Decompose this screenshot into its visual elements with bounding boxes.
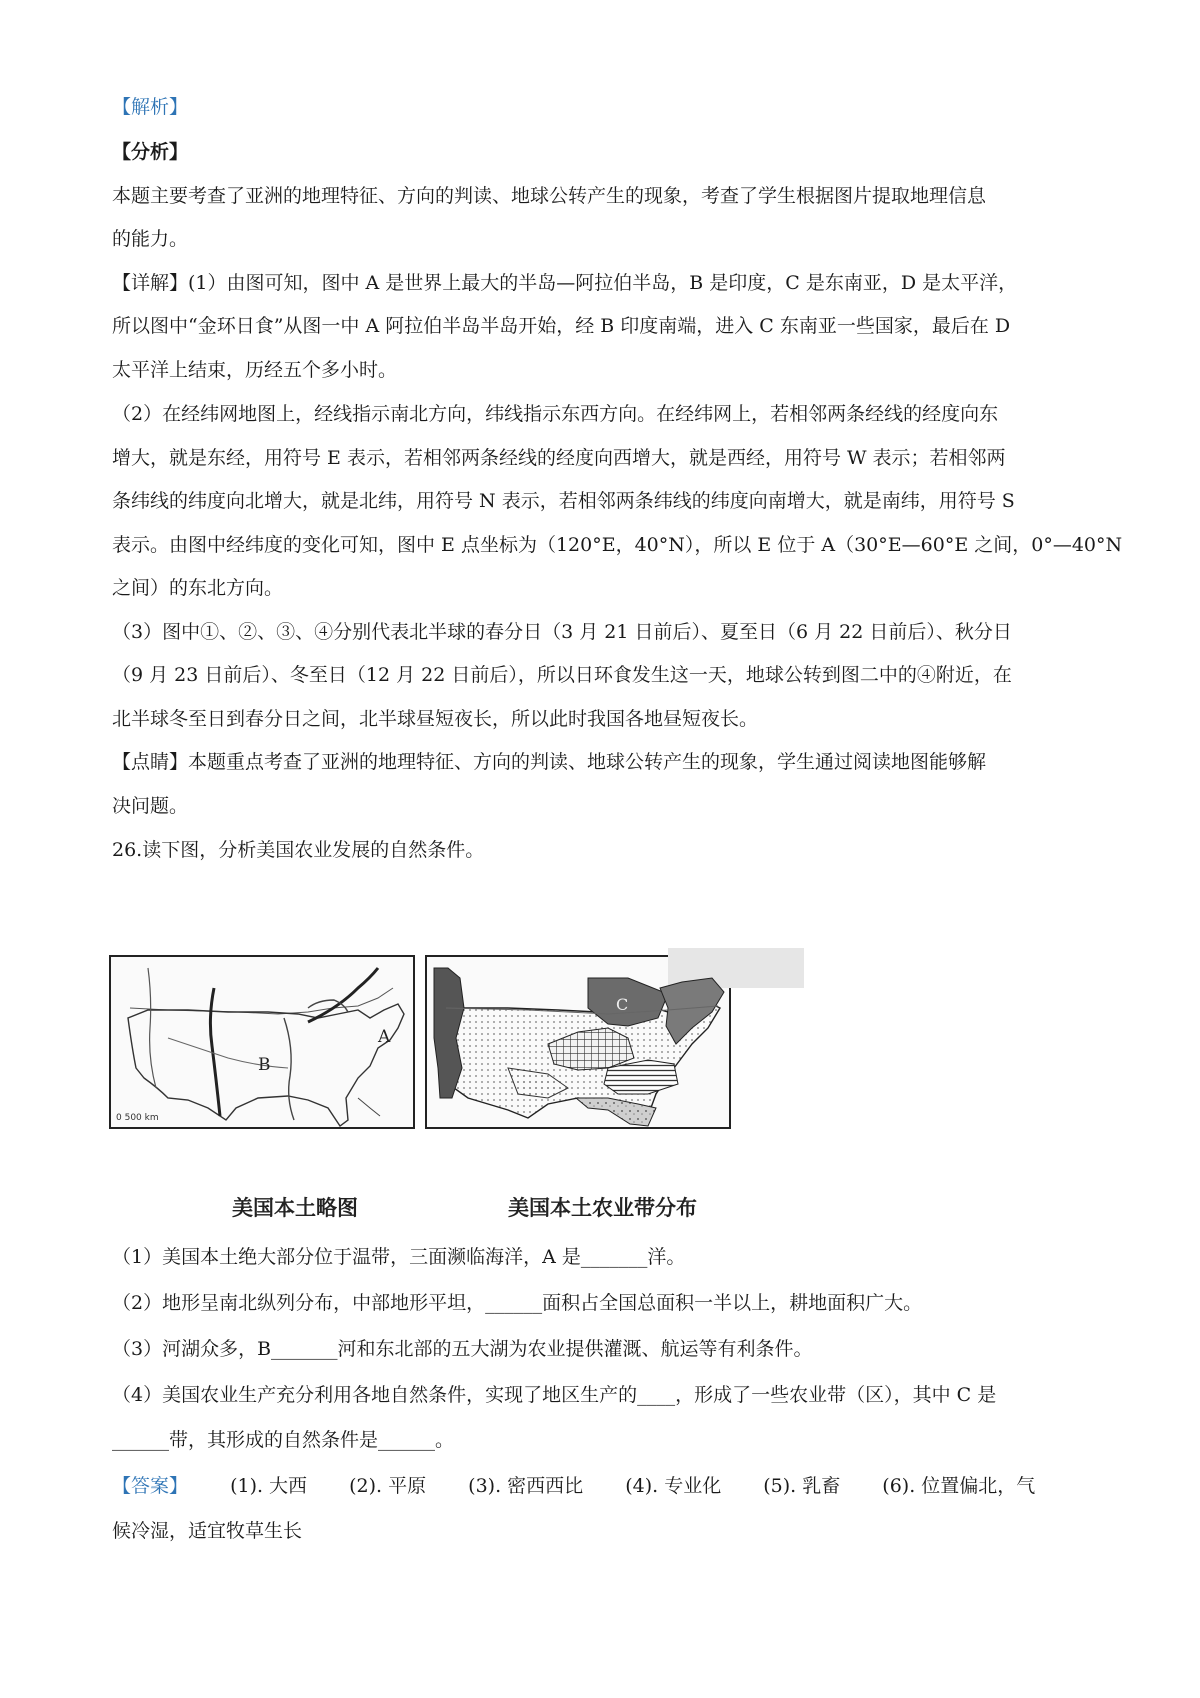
label-c: C	[616, 995, 629, 1014]
detail-line: 所以图中“金环日食”从图一中 A 阿拉伯半岛半岛开始，经 B 印度南端，进入 C 东南亚一些国家，最后在 D	[112, 315, 1011, 337]
detail-line: 北半球冬至日到春分日之间，北半球昼短夜长，所以此时我国各地昼短夜长。	[112, 708, 759, 730]
detail-line: （2）在经纬网地图上，经线指示南北方向，纬线指示东西方向。在经纬网上，若相邻两条经线的经度向东	[112, 403, 999, 425]
answer-item-1: (1). 大西	[230, 1475, 308, 1497]
map-usa-agriculture	[426, 948, 804, 1128]
answer-line-2: 候冷湿，适宜牧草生长	[112, 1520, 303, 1542]
label-a: A	[378, 1027, 391, 1047]
maps-svg	[108, 948, 806, 1178]
answer-item-4: (4). 专业化	[625, 1475, 722, 1497]
analysis-tag: 【解析】	[112, 96, 189, 118]
answer-item-2: (2). 平原	[349, 1475, 427, 1497]
answer-item-6: (6). 位置偏北，气	[882, 1475, 1036, 1497]
detail-line: 之间）的东北方向。	[112, 577, 284, 599]
analysis-line: 的能力。	[112, 228, 189, 250]
detail-line: （3）图中①、②、③、④分别代表北半球的春分日（3 月 21 日前后）、夏至日（6 月 22 日前后）、秋分日	[112, 621, 1012, 643]
question-1: （1）美国本土绝大部分位于温带，三面濒临海洋，A 是_______洋。	[112, 1246, 686, 1268]
detail-line: 太平洋上结束，历经五个多小时。	[112, 359, 398, 381]
question-3: （3）河湖众多，B_______河和东北部的五大湖为农业提供灌溉、航运等有利条件。	[112, 1338, 813, 1360]
question-4-cont: ______带，其形成的自然条件是______。	[112, 1429, 455, 1451]
figure-usa-maps	[108, 948, 806, 1178]
map-usa-outline	[110, 956, 414, 1128]
highlight-line: 【点睛】本题重点考查了亚洲的地理特征、方向的判读、地球公转产生的现象，学生通过阅读地图能够解	[112, 751, 987, 773]
question-title: 26.读下图，分析美国农业发展的自然条件。	[112, 839, 485, 861]
detail-line: 条纬线的纬度向北增大，就是北纬，用符号 N 表示，若相邻两条纬线的纬度向南增大，就是南纬，用符号 S	[112, 490, 1015, 512]
question-4: （4）美国农业生产充分利用各地自然条件，实现了地区生产的____，形成了一些农业带（区），其中 C 是	[112, 1384, 997, 1406]
detail-line: 表示。由图中经纬度的变化可知，图中 E 点坐标为（120°E，40°N），所以 E 位于 A（30°E—60°E 之间，0°—40°N	[112, 534, 1123, 556]
caption-left-map: 美国本土略图	[232, 1196, 358, 1220]
answer-tag: 【答案】	[112, 1475, 189, 1497]
answer-item-5: (5). 乳畜	[763, 1475, 841, 1497]
label-b: B	[258, 1055, 271, 1075]
sub-tag-analysis: 【分析】	[112, 141, 189, 163]
scale-bar: 0 500 km	[116, 1113, 159, 1123]
detail-line: 增大，就是东经，用符号 E 表示，若相邻两条经线的经度向西增大，就是西经，用符号 W 表示；若相邻两	[112, 447, 1006, 469]
question-2: （2）地形呈南北纵列分布，中部地形平坦，______面积占全国总面积一半以上，耕地面积广大。	[112, 1292, 923, 1314]
analysis-line: 本题主要考查了亚洲的地理特征、方向的判读、地球公转产生的现象，考查了学生根据图片提取地理信息	[112, 185, 987, 207]
highlight-line: 决问题。	[112, 795, 189, 817]
detail-line: （9 月 23 日前后）、冬至日（12 月 22 日前后），所以日环食发生这一天，地球公转到图二中的④附近，在	[112, 664, 1012, 686]
caption-right-map: 美国本土农业带分布	[508, 1196, 697, 1220]
detail-line: 【详解】(1）由图可知，图中 A 是世界上最大的半岛—阿拉伯半岛，B 是印度，C 是东南亚，D 是太平洋，	[112, 272, 1018, 294]
answer-item-3: (3). 密西西比	[468, 1475, 584, 1497]
answer-row	[112, 1473, 1035, 1499]
